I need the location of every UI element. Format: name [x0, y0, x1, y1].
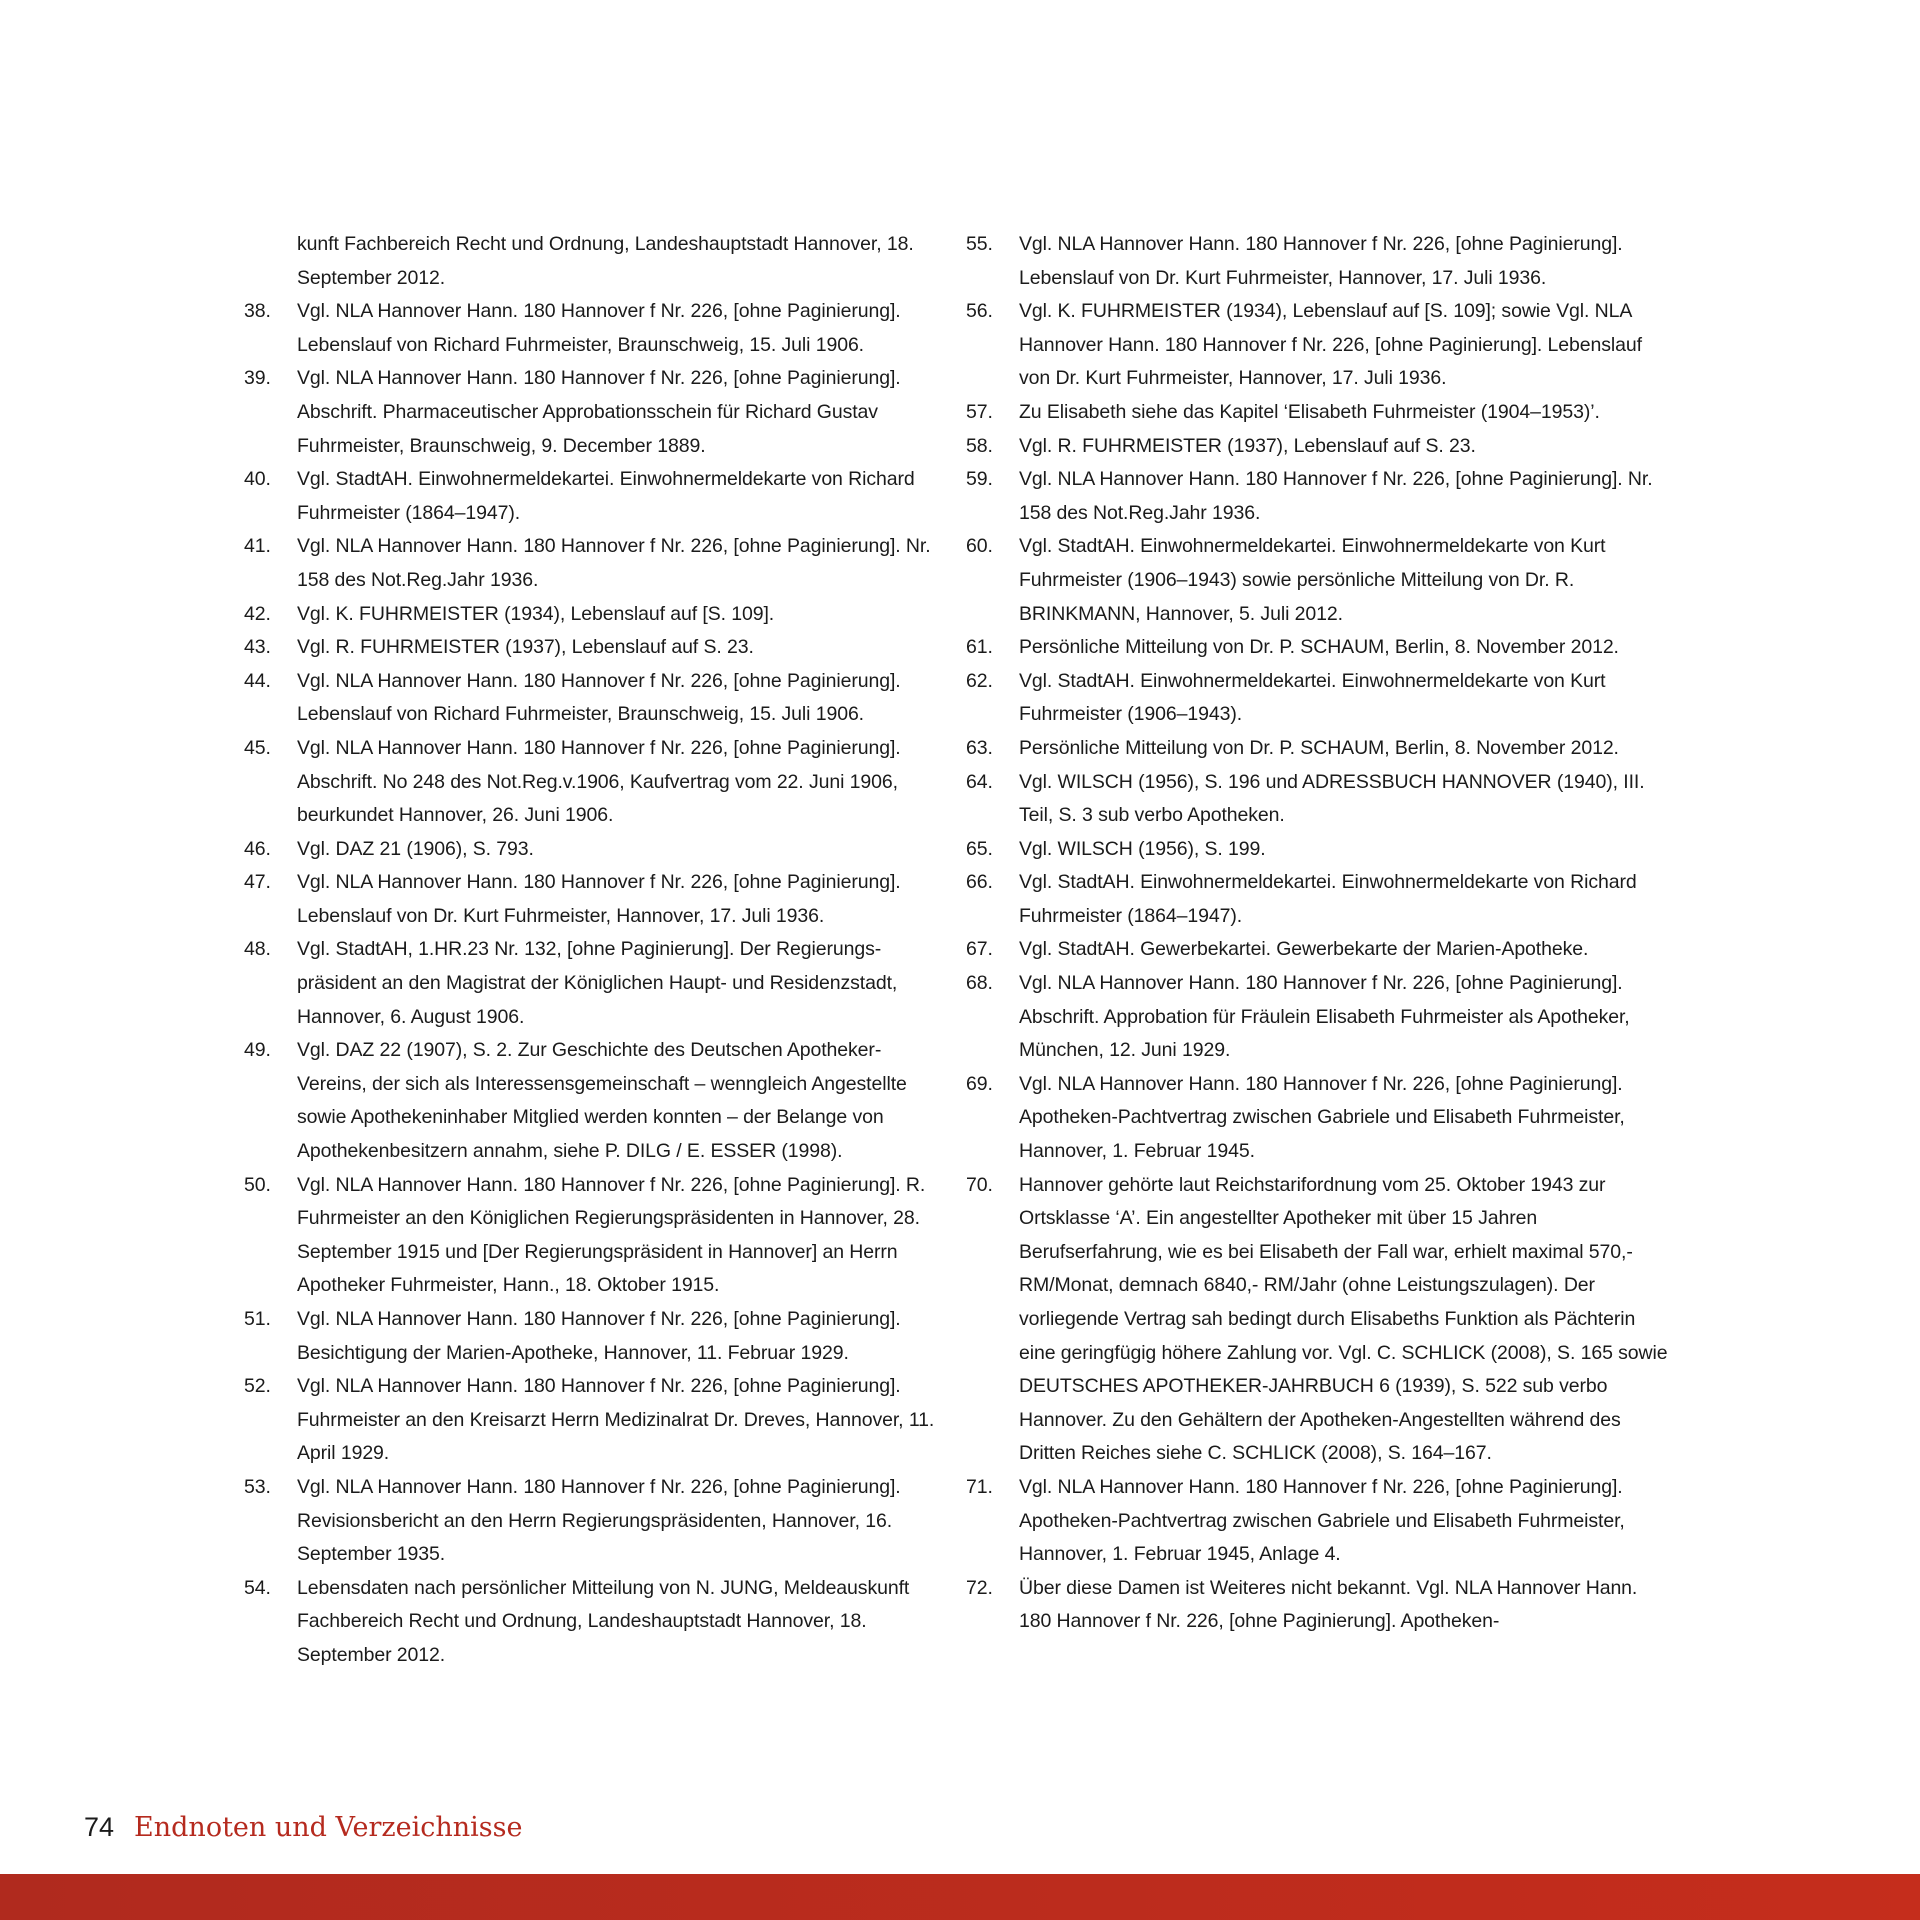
- endnote: [966, 1471, 1672, 1572]
- endnote: [244, 665, 944, 732]
- endnote-number: 52.: [244, 1375, 271, 1398]
- endnote-text: Vgl. NLA Hannover Hann. 180 Hannover f Nr. 226, [ohne Paginierung]. Lebenslauf von Dr. Kurt Fuhrmeister, Hannover, 17. Juli 1936.: [1019, 233, 1623, 289]
- endnote-number: 45.: [244, 736, 271, 759]
- endnote-text: Vgl. StadtAH. Einwohnermeldekartei. Einwohnermeldekarte von Kurt Fuhrmeister (1906–1943) sowie persönliche Mitteilung von Dr. R. BRINKMANN, Hannover, 5. Juli 2012.: [1019, 535, 1606, 625]
- endnote: [966, 530, 1672, 631]
- endnote: [244, 362, 944, 463]
- endnote: [966, 732, 1672, 766]
- endnote: [244, 598, 944, 632]
- endnote-number: 70.: [966, 1173, 993, 1196]
- endnote-number: 48.: [244, 938, 271, 961]
- endnote-text: Vgl. NLA Hannover Hann. 180 Hannover f Nr. 226, [ohne Paginierung]. Lebenslauf von Dr. Kurt Fuhrmeister, Hannover, 17. Juli 1936.: [297, 871, 901, 927]
- endnote-text: Vgl. NLA Hannover Hann. 180 Hannover f Nr. 226, [ohne Paginierung]. Apotheken-Pachtvertrag zwischen Gabriele und Elisabeth Fuhrmeister, Hannover, 1. Februar 1945, Anlage 4.: [1019, 1475, 1625, 1566]
- endnote-number: 65.: [966, 837, 993, 860]
- endnote: [966, 1169, 1672, 1471]
- endnote-number: 57.: [966, 400, 993, 423]
- endnote: [244, 1370, 944, 1471]
- endnote-text: Persönliche Mitteilung von Dr. P. SCHAUM, Berlin, 8. November 2012.: [1019, 636, 1619, 659]
- endnote-number: 49.: [244, 1039, 271, 1062]
- endnote-text: Hannover gehörte laut Reichstarifordnung vom 25. Oktober 1943 zur Ortsklasse ‘A’. Ein angestellter Apotheker mit über 15 Jahren Berufserfahrung, wie es bei Elisabeth der Fall war, erhielt maximal 570,- RM/Monat, demnach 6840,- RM/Jahr (ohne Leistungszulagen). Der vorliegende Vertrag sah bedingt durch Elisabeths Funktion als Pächterin eine geringfügig höhere Zahlung vor. Vgl. C. SCHLICK (2008), S. 165 sowie DEUTSCHES APOTHEKER-JAHRBUCH 6 (1939), S. 522 sub verbo Hannover. Zu den Gehältern der Apotheken-Angestellten während des Dritten Reiches siehe C. SCHLICK (2008), S. 164–167.: [1019, 1173, 1668, 1465]
- endnote-number: 72.: [966, 1576, 993, 1599]
- endnote-text: Vgl. NLA Hannover Hann. 180 Hannover f Nr. 226, [ohne Paginierung]. Besichtigung der Marien-Apotheke, Hannover, 11. Februar 1929.: [297, 1308, 901, 1364]
- endnote: [244, 732, 944, 833]
- endnote-text: Vgl. R. FUHRMEISTER (1937), Lebenslauf auf S. 23.: [297, 636, 754, 659]
- endnote-number: 71.: [966, 1475, 993, 1498]
- endnote: [244, 463, 944, 530]
- endnote-text: Vgl. NLA Hannover Hann. 180 Hannover f Nr. 226, [ohne Paginierung]. Nr. 158 des Not.Reg.Jahr 1936.: [1019, 468, 1653, 524]
- endnote-number: 40.: [244, 468, 271, 491]
- endnote-number: 66.: [966, 871, 993, 894]
- endnote: [244, 295, 944, 362]
- page-number: 74: [84, 1812, 115, 1842]
- endnote-text: Vgl. K. FUHRMEISTER (1934), Lebenslauf auf [S. 109].: [297, 602, 775, 625]
- endnote-number: 44.: [244, 669, 271, 692]
- endnote-text: Vgl. DAZ 21 (1906), S. 793.: [297, 837, 534, 860]
- endnote: [966, 833, 1672, 867]
- endnote-number: 46.: [244, 837, 271, 860]
- endnote-text: Vgl. K. FUHRMEISTER (1934), Lebenslauf auf [S. 109]; sowie Vgl. NLA Hannover Hann. 180 Hannover f Nr. 226, [ohne Paginierung]. Lebenslauf von Dr. Kurt Fuhrmeister, Hannover, 17. Juli 1936.: [1019, 300, 1642, 390]
- endnote-number: 42.: [244, 602, 271, 625]
- endnote: [966, 295, 1672, 396]
- endnote-number: 38.: [244, 300, 271, 323]
- endnote-text: kunft Fachbereich Recht und Ordnung, Landeshauptstadt Hannover, 18. September 2012.: [297, 233, 914, 289]
- endnote: [966, 228, 1672, 295]
- endnote-text: Über diese Damen ist Weiteres nicht bekannt. Vgl. NLA Hannover Hann. 180 Hannover f Nr. 226, [ohne Paginierung]. Apotheken-: [1019, 1576, 1638, 1633]
- endnote: [244, 1471, 944, 1572]
- endnote-text: Vgl. NLA Hannover Hann. 180 Hannover f Nr. 226, [ohne Paginierung]. R. Fuhrmeister an den Königlichen Regierungspräsidenten in Hannover, 28. September 1915 und [Der Regierungspräsident in Hannover] an Herrn Apotheker Fuhrmeister, Hann., 18. Oktober 1915.: [297, 1173, 926, 1297]
- endnote: [966, 766, 1672, 833]
- endnote-text: Vgl. NLA Hannover Hann. 180 Hannover f Nr. 226, [ohne Paginierung]. Abschrift. No 248 des Not.Reg.v.1906, Kaufvertrag vom 22. Juni 1906, beurkundet Hannover, 26. Juni 1906.: [297, 736, 901, 827]
- endnote: [244, 631, 944, 665]
- endnote: [966, 866, 1672, 933]
- endnote: [966, 396, 1672, 430]
- endnote-text: Vgl. R. FUHRMEISTER (1937), Lebenslauf auf S. 23.: [1019, 434, 1476, 457]
- endnote-number: 43.: [244, 636, 271, 659]
- endnote-text: Vgl. NLA Hannover Hann. 180 Hannover f Nr. 226, [ohne Paginierung]. Nr. 158 des Not.Reg.Jahr 1936.: [297, 535, 931, 591]
- endnote-text: Vgl. DAZ 22 (1907), S. 2. Zur Geschichte des Deutschen Apotheker-Vereins, der sich als Interessensgemeinschaft – wenngleich Angestellte sowie Apothekeninhaber Mitglied werden konnten – der Belange von Apothekenbesitzern annahm, siehe P. DILG / E. ESSER (1998).: [297, 1039, 907, 1163]
- endnotes-right-column: [966, 228, 1672, 1639]
- endnote: [244, 1303, 944, 1370]
- endnote-number: 47.: [244, 871, 271, 894]
- endnote: [244, 1572, 944, 1673]
- endnote-text: Vgl. StadtAH. Einwohnermeldekartei. Einwohnermeldekarte von Richard Fuhrmeister (1864–1947).: [1019, 871, 1637, 927]
- endnote-text: Vgl. NLA Hannover Hann. 180 Hannover f Nr. 226, [ohne Paginierung]. Abschrift. Approbation für Fräulein Elisabeth Fuhrmeister als Apotheker, München, 12. Juni 1929.: [1019, 972, 1630, 1062]
- endnote-text: Vgl. NLA Hannover Hann. 180 Hannover f Nr. 226, [ohne Paginierung]. Lebenslauf von Richard Fuhrmeister, Braunschweig, 15. Juli 1906.: [297, 669, 901, 726]
- endnote-text: Vgl. StadtAH. Einwohnermeldekartei. Einwohnermeldekarte von Richard Fuhrmeister (1864–1947).: [297, 468, 915, 524]
- endnote-number: [244, 228, 297, 295]
- endnote-number: 55.: [966, 233, 993, 255]
- endnote: [244, 228, 944, 295]
- endnote-text: Zu Elisabeth siehe das Kapitel ‘Elisabeth Fuhrmeister (1904–1953)’.: [1019, 400, 1600, 423]
- endnote: [966, 665, 1672, 732]
- endnote-text: Vgl. WILSCH (1956), S. 196 und ADRESSBUCH HANNOVER (1940), III. Teil, S. 3 sub verbo Apotheken.: [1019, 770, 1645, 827]
- endnote-text: Vgl. NLA Hannover Hann. 180 Hannover f Nr. 226, [ohne Paginierung]. Fuhrmeister an den Kreisarzt Herrn Medizinalrat Dr. Dreves, Hannover, 11. April 1929.: [297, 1375, 935, 1465]
- endnote-text: Lebensdaten nach persönlicher Mitteilung von N. JUNG, Meldeauskunft Fachbereich Recht und Ordnung, Landeshauptstadt Hannover, 18. September 2012.: [297, 1576, 910, 1666]
- endnote-text: Vgl. StadtAH. Einwohnermeldekartei. Einwohnermeldekarte von Kurt Fuhrmeister (1906–1943).: [1019, 669, 1606, 726]
- endnote-number: 58.: [966, 434, 993, 457]
- endnote: [244, 866, 944, 933]
- page-footer: [84, 1812, 523, 1852]
- endnote: [966, 967, 1672, 1068]
- endnote-number: 39.: [244, 367, 271, 390]
- endnote-text: Vgl. NLA Hannover Hann. 180 Hannover f Nr. 226, [ohne Paginierung]. Lebenslauf von Richard Fuhrmeister, Braunschweig, 15. Juli 1906.: [297, 300, 901, 356]
- endnote: [244, 1034, 944, 1168]
- endnote-number: 56.: [966, 300, 993, 323]
- endnote: [966, 631, 1672, 665]
- endnote-number: 60.: [966, 535, 993, 558]
- endnote-number: 69.: [966, 1072, 993, 1095]
- endnote-number: 50.: [244, 1173, 271, 1196]
- endnote: [244, 1169, 944, 1303]
- endnote-text: Vgl. NLA Hannover Hann. 180 Hannover f Nr. 226, [ohne Paginierung]. Apotheken-Pachtvertrag zwischen Gabriele und Elisabeth Fuhrmeister, Hannover, 1. Februar 1945.: [1019, 1072, 1625, 1163]
- endnote: [966, 463, 1672, 530]
- endnote-number: 62.: [966, 669, 993, 692]
- endnote-number: 64.: [966, 770, 993, 793]
- endnote-number: 53.: [244, 1475, 271, 1498]
- endnote-number: 67.: [966, 938, 993, 961]
- endnote-text: Vgl. NLA Hannover Hann. 180 Hannover f Nr. 226, [ohne Paginierung]. Abschrift. Pharmaceutischer Approbationsschein für Richard Gustav Fuhrmeister, Braunschweig, 9. December 1889.: [297, 367, 901, 457]
- footer-color-bar: [0, 1874, 1920, 1920]
- endnote: [966, 1572, 1672, 1639]
- endnote-text: Vgl. StadtAH, 1.HR.23 Nr. 132, [ohne Paginierung]. Der Regierungspräsident an den Magistrat der Königlichen Haupt- und Residenzstadt, Hannover, 6. August 1906.: [297, 938, 898, 1028]
- endnote-text: Persönliche Mitteilung von Dr. P. SCHAUM, Berlin, 8. November 2012.: [1019, 736, 1619, 759]
- endnote: [244, 833, 944, 867]
- endnote: [966, 1068, 1672, 1169]
- endnote: [966, 933, 1672, 967]
- endnote-text: Vgl. StadtAH. Gewerbekartei. Gewerbekarte der Marien-Apotheke.: [1019, 938, 1589, 961]
- endnote: [244, 933, 944, 1034]
- endnotes-left-column: [244, 228, 944, 1673]
- endnote: [966, 430, 1672, 464]
- endnote-number: 59.: [966, 468, 993, 491]
- endnote-number: 68.: [966, 972, 993, 995]
- endnote-text: Vgl. WILSCH (1956), S. 199.: [1019, 837, 1266, 860]
- endnote-number: 54.: [244, 1576, 271, 1599]
- endnote: [244, 530, 944, 597]
- section-title: Endnoten und Verzeichnisse: [134, 1812, 523, 1843]
- endnote-number: 41.: [244, 535, 271, 558]
- endnote-number: 51.: [244, 1308, 271, 1330]
- endnote-text: Vgl. NLA Hannover Hann. 180 Hannover f Nr. 226, [ohne Paginierung]. Revisionsbericht an den Herrn Regierungspräsidenten, Hannover, 16. September 1935.: [297, 1475, 901, 1566]
- endnote-number: 63.: [966, 736, 993, 759]
- endnote-number: 61.: [966, 636, 993, 659]
